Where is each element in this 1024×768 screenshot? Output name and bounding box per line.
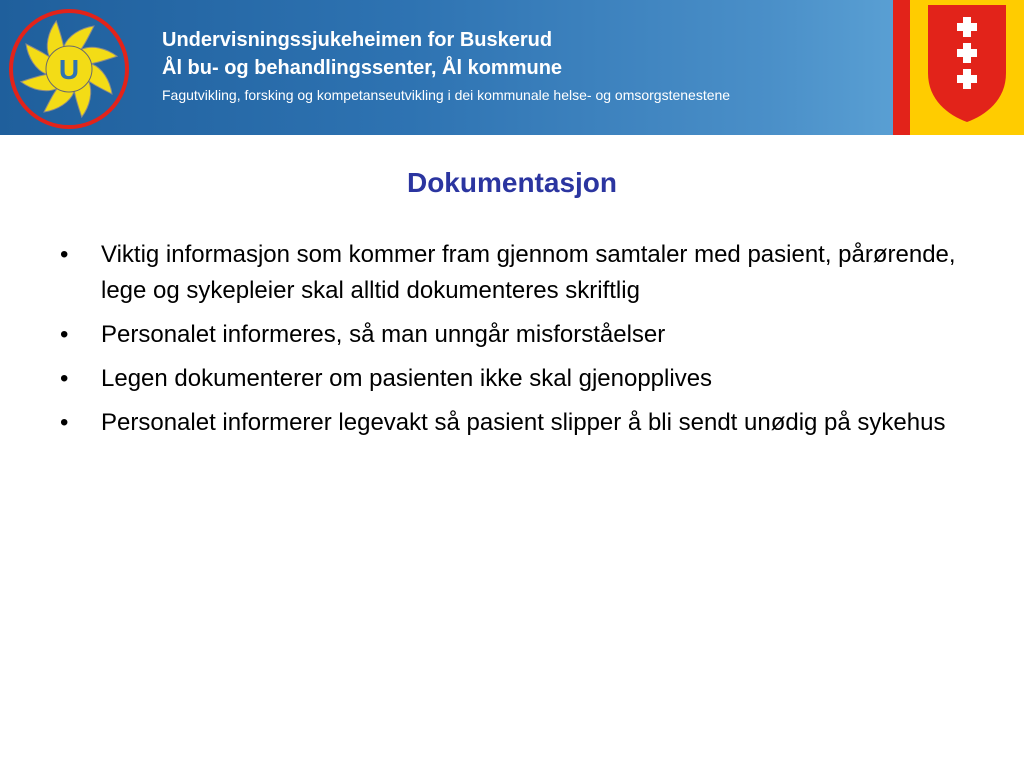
bullet-marker: • <box>60 321 69 348</box>
header-text <box>162 26 730 106</box>
sun-logo-icon <box>8 8 130 130</box>
bullet-item <box>60 237 960 309</box>
institution-name: Undervisningssjukeheimen for Buskerud <box>162 29 553 51</box>
bullet-marker: • <box>60 241 69 268</box>
bullet-list <box>60 237 960 449</box>
bullet-text: Legen dokumenterer om pasienten ikke skal gjenopplives <box>101 365 713 392</box>
bullet-item <box>60 361 960 397</box>
bullet-text: Personalet informerer legevakt så pasient slipper å bli sendt unødig på sykehus <box>101 409 946 436</box>
slide-title: Dokumentasjon <box>406 167 618 198</box>
institution-tagline: Fagutvikling, forsking og kompetanseutvikling i dei kommunale helse- og omsorgstenestene <box>162 87 731 103</box>
municipal-emblem-area <box>893 0 1024 135</box>
emblem-red-strip <box>893 0 910 135</box>
coat-of-arms-icon <box>928 5 1006 122</box>
bullet-text: Viktig informasjon som kommer fram gjennom samtaler med pasient, pårørende, lege og sykepleier skal alltid dokumenteres skriftlig <box>101 241 956 304</box>
header-banner <box>0 0 1024 135</box>
bullet-marker: • <box>60 365 69 392</box>
bullet-item <box>60 405 960 441</box>
logo-letter: U <box>58 54 80 85</box>
institution-subname: Ål bu- og behandlingssenter, Ål kommune <box>162 57 563 79</box>
bullet-text: Personalet informeres, så man unngår misforståelser <box>101 321 666 348</box>
bullet-marker: • <box>60 409 69 436</box>
bullet-item <box>60 317 960 353</box>
